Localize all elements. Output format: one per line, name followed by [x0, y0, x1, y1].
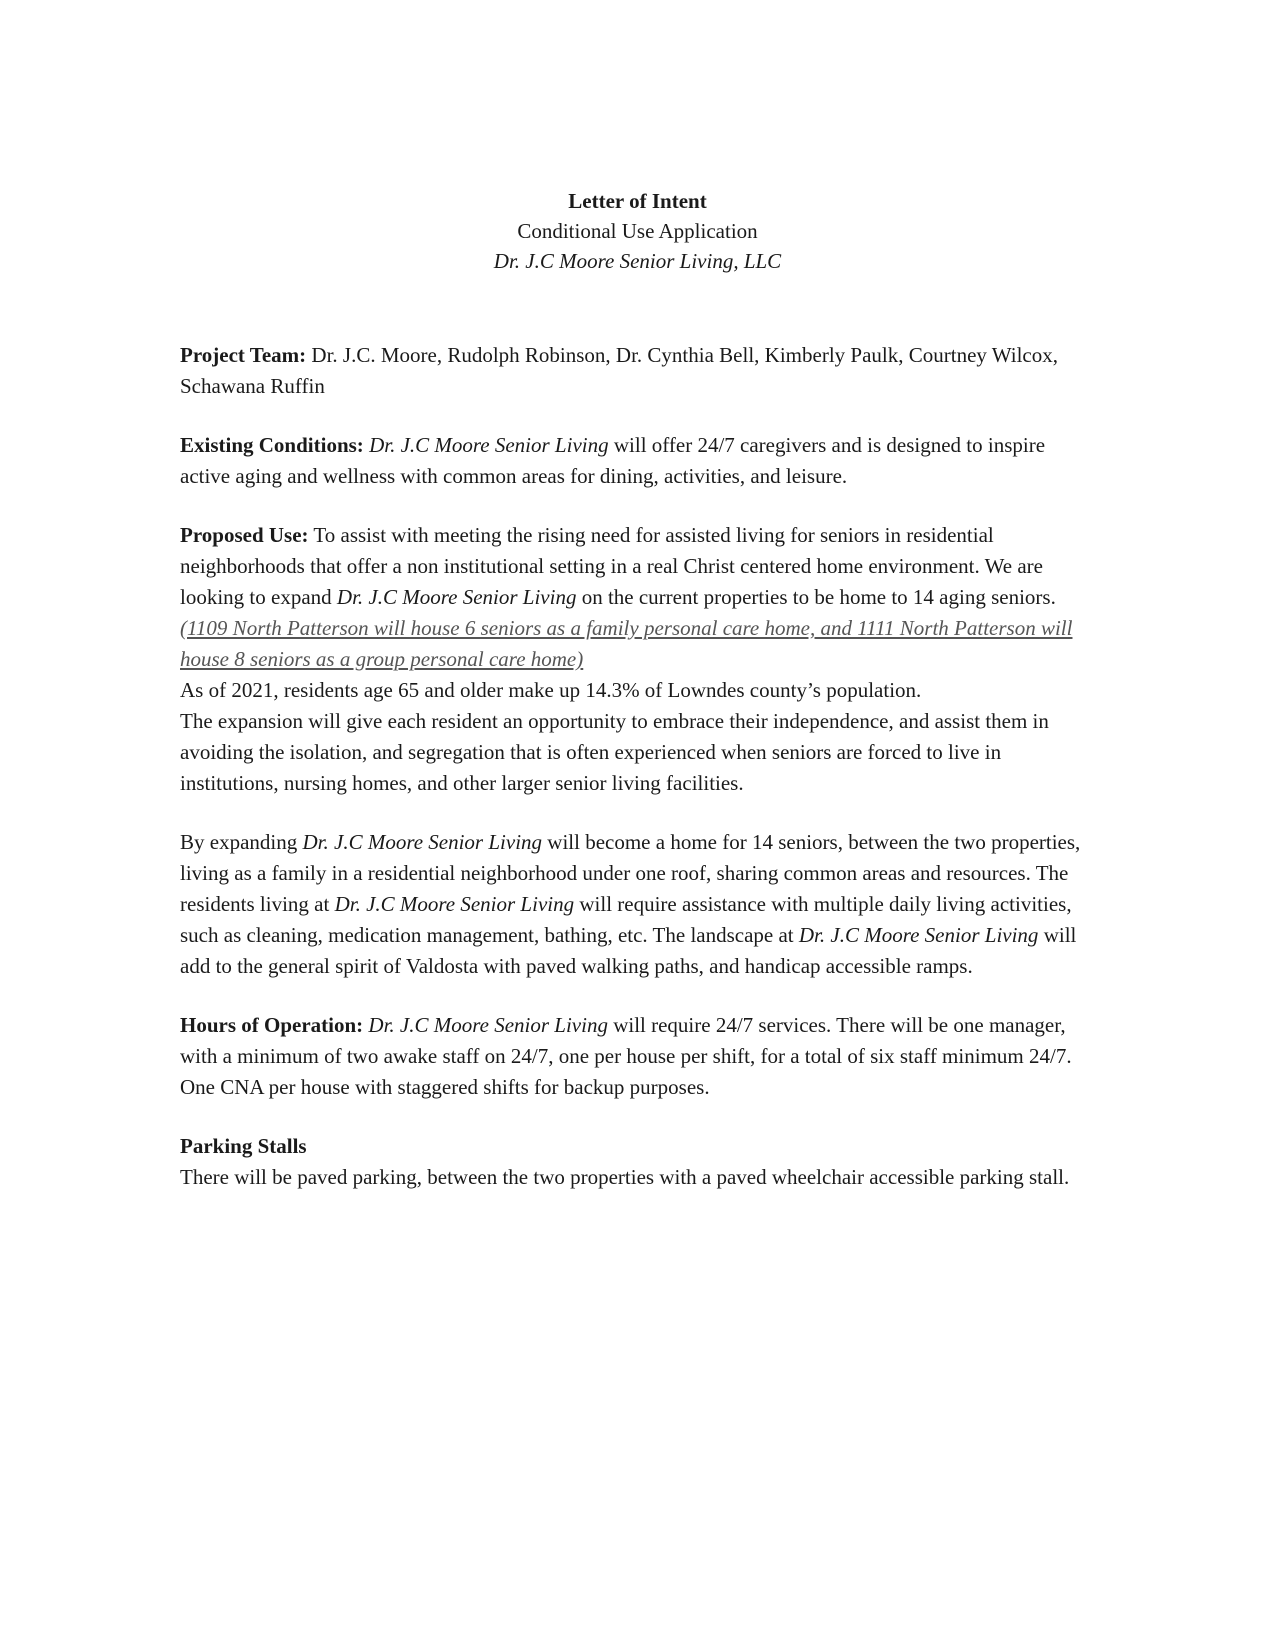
facility-name: Dr. J.C Moore Senior Living: [369, 433, 609, 457]
hours-text: will require 24/7 services. There will be one manager, with a minimum of two awake staff on 24/7, one per house per shift, for a total of six staff minimum 24/7. One CNA per house with staggered shifts for backup purposes.: [180, 1013, 1072, 1099]
parking-paragraph: [180, 1131, 1100, 1193]
facility-name: Dr. J.C Moore Senior Living: [368, 1013, 608, 1037]
existing-conditions-paragraph: [180, 430, 1100, 492]
hours-paragraph: [180, 1010, 1100, 1103]
hours-heading: Hours of Operation:: [180, 1013, 364, 1037]
parking-heading: Parking Stalls: [180, 1134, 307, 1158]
facility-name: Dr. J.C Moore Senior Living: [302, 830, 543, 854]
proposed-use-paragraph: [180, 520, 1100, 799]
expanding-text-3: will require assistance with multiple daily living activities, such as cleaning, medication management, bathing, etc. The landscape at: [180, 892, 1072, 947]
expanding-text-4: will add to the general spirit of Valdosta with paved walking paths, and handicap accessible ramps.: [180, 923, 1077, 978]
facility-name: Dr. J.C Moore Senior Living: [334, 892, 575, 916]
project-team-heading: Project Team:: [180, 343, 307, 367]
project-team-paragraph: [180, 340, 1100, 402]
existing-conditions-heading: Existing Conditions:: [180, 433, 364, 457]
proposed-use-text: To assist with meeting the rising need for assisted living for seniors in residential neighborhoods that offer a non institutional setting in a real Christ centered home environment. We are looking to expand: [180, 523, 1043, 609]
letter-body: [180, 340, 1100, 1221]
population-stat: As of 2021, residents age 65 and older make up 14.3% of Lowndes county’s population.: [180, 678, 922, 702]
expanding-paragraph: [180, 827, 1100, 982]
letter-subtitle: Conditional Use Application: [517, 219, 758, 243]
company-name: Dr. J.C Moore Senior Living, LLC: [493, 249, 782, 273]
project-team-text: Dr. J.C. Moore, Rudolph Robinson, Dr. Cynthia Bell, Kimberly Paulk, Courtney Wilcox, Schawana Ruffin: [180, 343, 1058, 398]
expansion-text: The expansion will give each resident an opportunity to embrace their independence, and assist them in avoiding the isolation, and segregation that is often experienced when seniors are forced to live in institutions, nursing homes, and other larger senior living facilities.: [180, 709, 1049, 795]
proposed-use-text-2: on the current properties to be home to 14 aging seniors.: [581, 585, 1056, 609]
expanding-text-2: will become a home for 14 seniors, between the two properties, living as a family in a residential neighborhood under one roof, sharing common areas and resources. The residents living at: [180, 830, 1081, 916]
existing-conditions-text: will offer 24/7 caregivers and is designed to inspire active aging and wellness with common areas for dining, activities, and leisure.: [180, 433, 1046, 488]
letter-header: [0, 186, 1275, 276]
parking-text: There will be paved parking, between the two properties with a paved wheelchair accessible parking stall.: [180, 1165, 1070, 1189]
expanding-text-1: By expanding: [180, 830, 298, 854]
property-note: (1109 North Patterson will house 6 seniors as a family personal care home, and 1111 North Patterson will house 8 seniors as a group personal care home): [180, 616, 1073, 671]
facility-name: Dr. J.C Moore Senior Living: [336, 585, 577, 609]
letter-title: Letter of Intent: [568, 189, 707, 213]
proposed-use-heading: Proposed Use:: [180, 523, 309, 547]
facility-name: Dr. J.C Moore Senior Living: [798, 923, 1039, 947]
